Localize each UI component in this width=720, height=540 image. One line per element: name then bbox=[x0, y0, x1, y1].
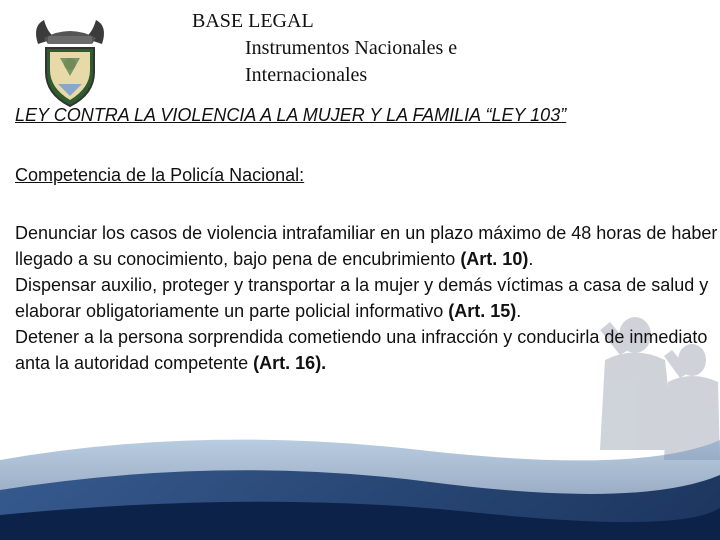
duty-item bbox=[15, 272, 720, 324]
heading-line-internacionales: Internacionales bbox=[245, 64, 368, 86]
law-title: LEY CONTRA LA VIOLENCIA A LA MUJER Y LA FAMILIA “LEY 103” bbox=[15, 105, 567, 125]
police-emblem-icon bbox=[30, 14, 110, 110]
duty-text: Dispensar auxilio, proteger y transportar a la mujer y demás víctimas a casa de salud y elaborar obligatoriamente un parte policial informativo bbox=[15, 275, 709, 321]
competence-heading: Competencia de la Policía Nacional: bbox=[15, 165, 305, 185]
duty-tail: . bbox=[516, 301, 522, 321]
heading-line-base-legal: BASE LEGAL bbox=[192, 10, 314, 32]
article-reference: (Art. 15) bbox=[448, 301, 517, 321]
duty-text: Detener a la persona sorprendida cometiendo una infracción y conducirla de inmediato anta la autoridad competente bbox=[15, 327, 708, 373]
article-reference: (Art. 16). bbox=[253, 353, 327, 373]
article-reference: (Art. 10) bbox=[460, 249, 529, 269]
duty-item bbox=[15, 324, 720, 376]
heading-line-instrumentos: Instrumentos Nacionales e bbox=[245, 37, 458, 59]
duties-list bbox=[15, 220, 720, 376]
page-heading bbox=[192, 8, 457, 89]
duty-text: Denunciar los casos de violencia intrafamiliar en un plazo máximo de 48 horas de haber llegado a su conocimiento, bajo pena de encubrimiento bbox=[15, 223, 718, 269]
duty-item bbox=[15, 220, 720, 272]
bottom-wave-decoration bbox=[0, 420, 720, 540]
duty-tail: . bbox=[528, 249, 534, 269]
